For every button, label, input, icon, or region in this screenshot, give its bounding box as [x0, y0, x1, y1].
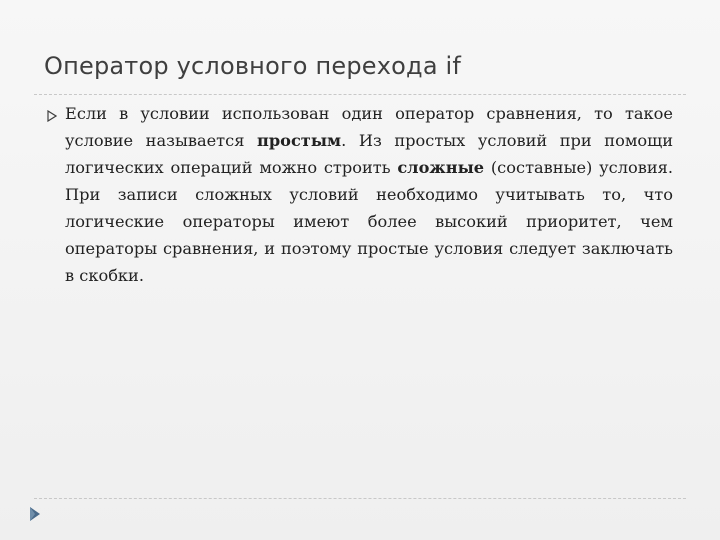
term-simple: простым: [256, 131, 342, 150]
paragraph-text-3: (составные) условия. При записи сложных условий необходимо учитывать то, что логические операторы имеют более высокий приоритет, чем операторы сравнения, и поэтому простые условия следует заключать в скобки.: [65, 158, 673, 285]
triangle-right-icon: [47, 110, 57, 122]
paragraph-text-2: . Из простых условий при помощи логических операций можно строить: [65, 131, 673, 177]
slide-title: Оператор условного перехода if: [44, 52, 462, 80]
bullet-paragraph: [65, 100, 673, 289]
term-complex: сложные: [397, 158, 485, 177]
chevron-right-icon: [28, 505, 42, 523]
footer-divider: [34, 498, 686, 499]
title-divider: [34, 94, 686, 95]
paragraph-text-1: Если в условии использован один оператор сравнения, то такое условие называется: [65, 104, 673, 150]
